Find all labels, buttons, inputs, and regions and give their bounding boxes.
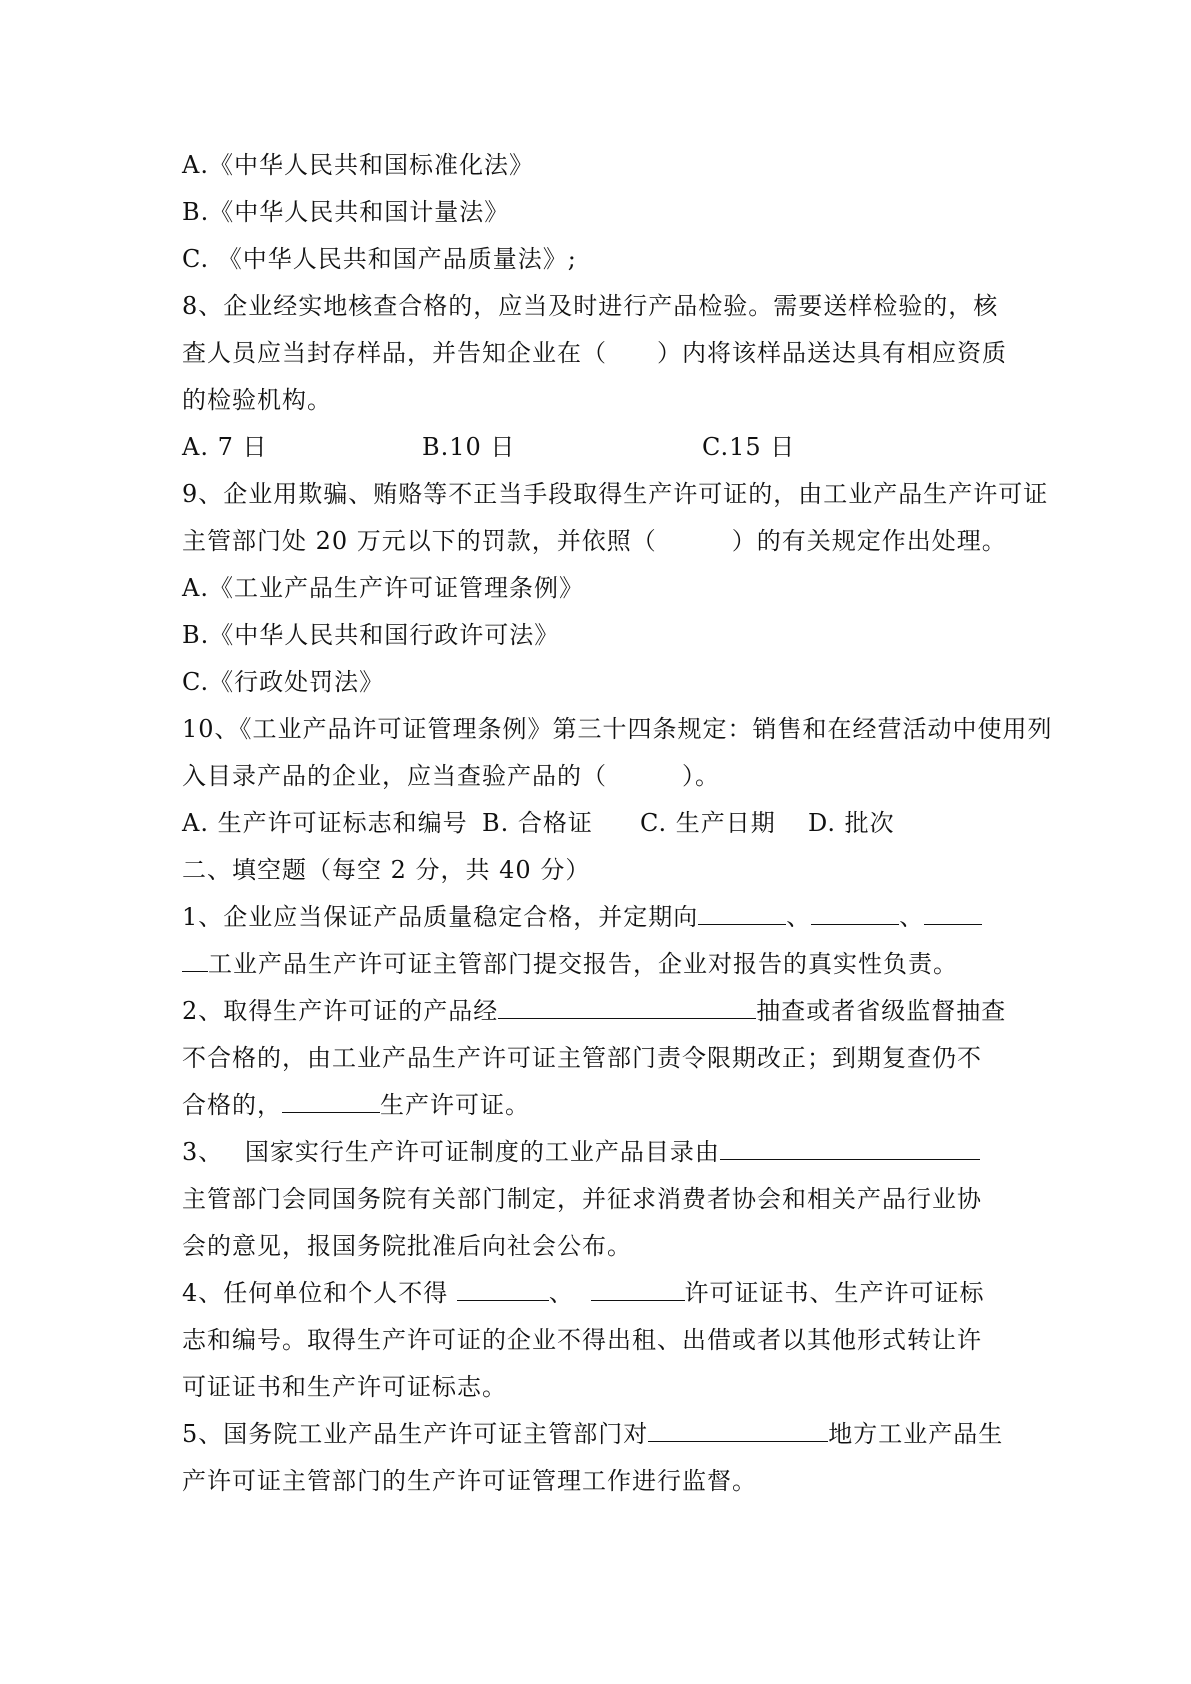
fill2-line-3 [182, 1082, 1022, 1129]
q8-line-2: 查人员应当封存样品，并告知企业在（ ）内将该样品送达具有相应资质 [182, 339, 1007, 367]
fill1-blank-1[interactable] [698, 923, 786, 925]
fill3-text: 3、 国家实行生产许可证制度的工业产品目录由 [182, 1138, 720, 1166]
fill1-line-1 [182, 894, 1022, 941]
fill5-line-1 [182, 1411, 1022, 1458]
document-content [182, 142, 1053, 1505]
fill1-blank-3[interactable] [924, 923, 982, 925]
q8-line-3: 的检验机构。 [182, 386, 332, 414]
q8-option-c: C.15 日 [702, 433, 796, 461]
fill3-blank-1[interactable] [720, 1158, 980, 1160]
q7-option-a: A.《中华人民共和国标准化法》 [182, 151, 534, 179]
fill5-text: 5、国务院工业产品生产许可证主管部门对 [182, 1420, 649, 1448]
fill2-text-d: 生产许可证。 [380, 1091, 530, 1119]
q7-option-b: B.《中华人民共和国计量法》 [182, 198, 510, 226]
fill4-sep: 、 [548, 1279, 583, 1307]
fill4-line-1 [182, 1270, 1022, 1317]
fill2-line-1 [182, 988, 1022, 1035]
fill2-line-2: 不合格的，由工业产品生产许可证主管部门责令限期改正；到期复查仍不 [182, 1044, 982, 1072]
fill1-text: 1、企业应当保证产品质量稳定合格，并定期向 [182, 903, 699, 931]
fill4-text-b: 许可证证书、生产许可证标 [684, 1279, 985, 1307]
fill5-text-b: 地方工业产品生 [828, 1420, 1004, 1448]
q9-line-2: 主管部门处 20 万元以下的罚款，并依照（ ）的有关规定作出处理。 [182, 527, 1007, 555]
q10-option-a: A. 生产许可证标志和编号 [182, 809, 468, 837]
q10-option-c: C. 生产日期 [640, 809, 776, 837]
fill2-text: 2、取得生产许可证的产品经 [182, 997, 499, 1025]
q9-option-c: C.《行政处罚法》 [182, 668, 385, 696]
q9-option-b: B.《中华人民共和国行政许可法》 [182, 621, 560, 649]
fill4-blank-1[interactable] [457, 1299, 549, 1301]
fill3-line-3: 会的意见，报国务院批准后向社会公布。 [182, 1232, 632, 1260]
q8-options [182, 424, 1022, 471]
fill5-blank-1[interactable] [648, 1440, 828, 1442]
fill1-sep-1: 、 [786, 903, 812, 931]
q10-option-b: B. 合格证 [482, 809, 593, 837]
fill2-blank-2[interactable] [282, 1111, 380, 1113]
q10-option-d: D. 批次 [808, 809, 895, 837]
q7-option-c: C. 《中华人民共和国产品质量法》; [182, 245, 577, 273]
q10-line-2: 入目录产品的企业，应当查验产品的（ ）。 [182, 762, 720, 790]
fill4-text: 4、任何单位和个人不得 [182, 1279, 457, 1307]
fill1-line-2 [182, 941, 1022, 988]
fill2-text-c: 合格的， [182, 1091, 282, 1119]
fill5-line-2: 产许可证主管部门的生产许可证管理工作进行监督。 [182, 1467, 757, 1495]
fill3-line-1 [182, 1129, 1022, 1176]
fill1-blank-3-cont[interactable] [182, 970, 208, 972]
fill1-sep-2: 、 [899, 903, 925, 931]
q8-option-a: A. 7 日 [182, 433, 268, 461]
fill4-line-2: 志和编号。取得生产许可证的企业不得出租、出借或者以其他形式转让许 [182, 1326, 982, 1354]
section-2-title: 二、填空题（每空 2 分，共 40 分） [182, 856, 591, 884]
q10-options [182, 800, 1022, 847]
fill2-blank-1[interactable] [498, 1017, 756, 1019]
q9-option-a: A.《工业产品生产许可证管理条例》 [182, 574, 584, 602]
fill1-text-2: 工业产品生产许可证主管部门提交报告，企业对报告的真实性负责。 [208, 950, 958, 978]
q8-option-b: B.10 日 [422, 433, 516, 461]
fill3-line-2: 主管部门会同国务院有关部门制定，并征求消费者协会和相关产品行业协 [182, 1185, 982, 1213]
fill1-blank-2[interactable] [811, 923, 899, 925]
fill2-text-b: 抽查或者省级监督抽查 [756, 997, 1007, 1025]
q10-line-1: 10、《工业产品许可证管理条例》第三十四条规定：销售和在经营活动中使用列 [182, 715, 1053, 743]
fill4-blank-2[interactable] [591, 1299, 685, 1301]
fill4-line-3: 可证证书和生产许可证标志。 [182, 1373, 507, 1401]
q8-line-1: 8、企业经实地核查合格的，应当及时进行产品检验。需要送样检验的，核 [182, 292, 999, 320]
q9-line-1: 9、企业用欺骗、贿赂等不正当手段取得生产许可证的，由工业产品生产许可证 [182, 480, 1049, 508]
